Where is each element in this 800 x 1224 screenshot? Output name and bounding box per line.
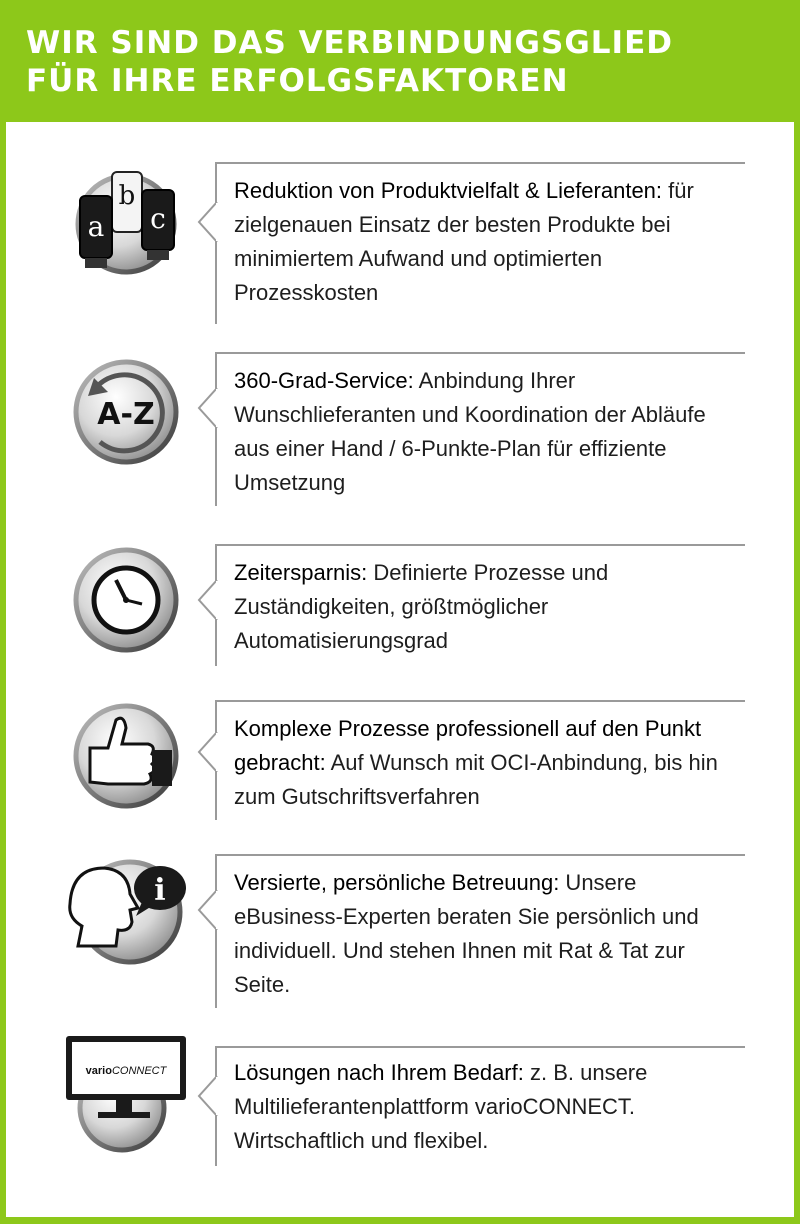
svg-text:a: a xyxy=(87,210,105,243)
item-title: Reduktion von Produktvielfalt & Lieferanten: xyxy=(234,178,663,203)
item-bubble xyxy=(215,162,217,324)
abc-tubes-icon xyxy=(64,162,194,292)
list-item xyxy=(6,1046,794,1166)
list-item xyxy=(6,352,794,506)
list-item xyxy=(6,854,794,1008)
a-z-cycle-icon xyxy=(64,350,194,480)
item-title: Versierte, persönliche Betreuung: xyxy=(234,870,560,895)
item-body: Definierte Prozesse und Zuständigkeiten, größtmöglicher Automatisierungsgrad xyxy=(234,560,609,653)
title-line-2: FÜR IHRE ERFOLGSFAKTOREN xyxy=(26,63,569,99)
clock-icon xyxy=(64,538,194,668)
item-bubble xyxy=(215,700,217,820)
svg-text:A-Z: A-Z xyxy=(97,397,155,432)
svg-text:c: c xyxy=(150,202,166,235)
item-body: Unsere eBusiness-Experten beraten Sie persönlich und individuell. Und stehen Ihnen mit Rat & Tat zur Seite. xyxy=(234,870,699,997)
svg-text:varioCONNECT xyxy=(86,1065,168,1077)
item-text xyxy=(234,556,746,658)
item-title: Lösungen nach Ihrem Bedarf: xyxy=(234,1060,524,1085)
item-text xyxy=(234,364,746,500)
item-body: Anbindung Ihrer Wunschlieferanten und Koordination der Abläufe aus einer Hand / 6-Punkte-Plan für effiziente Umsetzung xyxy=(234,368,706,495)
item-bubble xyxy=(215,352,217,506)
item-body: für zielgenauen Einsatz der besten Produkte bei minimiertem Aufwand und optimierten Prozesskosten xyxy=(234,178,694,305)
list-item xyxy=(6,544,794,666)
item-text xyxy=(234,866,746,1002)
item-title: Zeitersparnis: xyxy=(234,560,368,585)
svg-text:b: b xyxy=(118,181,136,211)
thumbs-up-icon xyxy=(64,694,194,824)
person-info-icon xyxy=(64,846,194,976)
item-body: Auf Wunsch mit OCI-Anbindung, bis hin zum Gutschriftsverfahren xyxy=(234,750,718,809)
item-text xyxy=(234,174,746,310)
list-item xyxy=(6,162,794,324)
list-item xyxy=(6,700,794,820)
header-banner xyxy=(0,0,800,122)
item-body: z. B. unsere Multilieferantenplattform varioCONNECT. Wirtschaftlich und flexibel. xyxy=(234,1060,648,1153)
monitor-label-vario: vario xyxy=(85,1065,112,1077)
item-bubble xyxy=(215,854,217,1008)
item-bubble xyxy=(215,1046,217,1166)
item-title: 360-Grad-Service: xyxy=(234,368,414,393)
monitor-icon xyxy=(58,1028,188,1158)
monitor-label-connect: CONNECT xyxy=(111,1065,167,1077)
title-line-1: WIR SIND DAS VERBINDUNGSGLIED xyxy=(26,25,673,61)
item-text xyxy=(234,1056,746,1158)
item-bubble xyxy=(215,544,217,666)
item-text xyxy=(234,712,746,814)
page-title xyxy=(26,24,673,100)
content-panel xyxy=(6,122,794,1217)
svg-text:i: i xyxy=(154,873,166,908)
item-title: Komplexe Prozesse professionell auf den Punkt gebracht: xyxy=(234,716,702,775)
